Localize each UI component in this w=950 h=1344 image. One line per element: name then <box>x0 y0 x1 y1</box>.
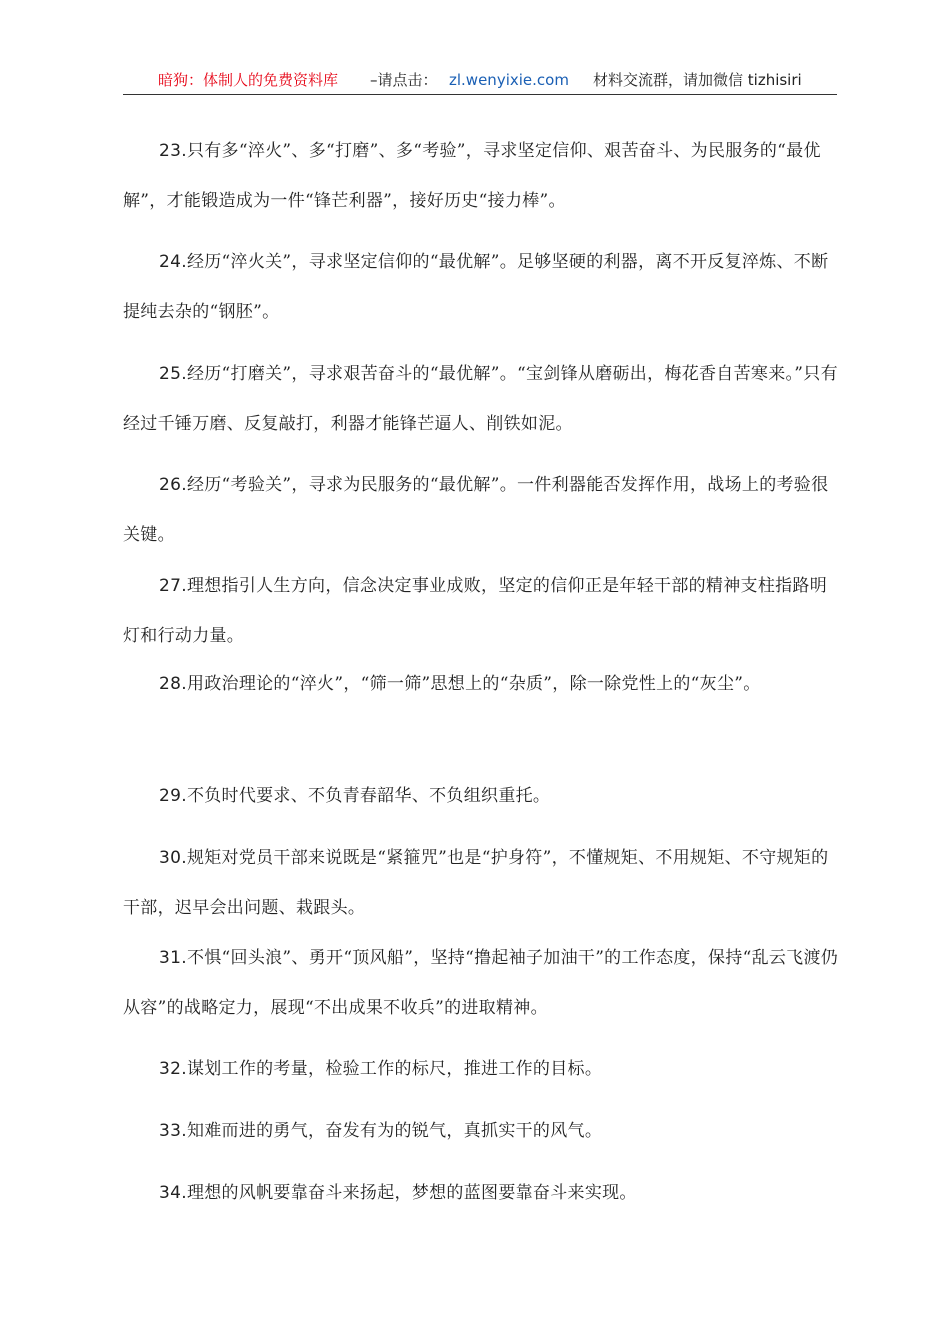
item-text: 不惧“回头浪”、勇开“顶风船”，坚持“撸起袖子加油干”的工作态度，保持“乱云飞渡仍从容”的战略定力，展现“不出成果不收兵”的进取精神。 <box>123 948 839 1018</box>
item-text: 只有多“淬火”、多“打磨”、多“考验”，寻求坚定信仰、艰苦奋斗、为民服务的“最优解”，才能锻造成为一件“锋芒利器”，接好历史“接力棒”。 <box>123 141 821 211</box>
item-number: 25. <box>159 364 187 384</box>
item-number: 34. <box>159 1183 187 1203</box>
item-text: 经历“淬火关”，寻求坚定信仰的“最优解”。足够坚硬的利器，离不开反复淬炼、不断提纯去杂的“钢胚”。 <box>123 252 829 322</box>
list-item <box>123 126 839 226</box>
item-number: 29. <box>159 786 187 806</box>
list-item <box>123 237 839 337</box>
item-text: 不负时代要求、不负青春韶华、不负组织重托。 <box>186 786 551 806</box>
item-number: 33. <box>159 1121 187 1141</box>
list-item <box>123 561 839 661</box>
list-item <box>123 771 839 821</box>
item-text: 理想的风帆要靠奋斗来扬起，梦想的蓝图要靠奋斗来实现。 <box>186 1183 637 1203</box>
item-text: 知难而进的勇气，奋发有为的锐气，真抓实干的风气。 <box>186 1121 603 1141</box>
item-text: 经历“考验关”，寻求为民服务的“最优解”。一件利器能否发挥作用，战场上的考验很关键。 <box>123 475 829 545</box>
item-number: 23. <box>159 141 187 161</box>
list-item <box>123 933 839 1033</box>
page-header <box>123 66 837 95</box>
header-site-link[interactable]: zl.wenyixie.com <box>449 71 569 89</box>
header-wechat-note: 材料交流群，请加微信 tizhisiri <box>593 71 802 89</box>
item-number: 28. <box>159 674 187 694</box>
list-item <box>123 1168 839 1218</box>
list-item <box>123 659 839 709</box>
item-text: 理想指引人生方向，信念决定事业成败，坚定的信仰正是年轻干部的精神支柱指路明灯和行动力量。 <box>123 576 828 646</box>
list-item <box>123 1044 839 1094</box>
item-number: 32. <box>159 1059 187 1079</box>
list-item <box>123 349 839 449</box>
item-text: 经历“打磨关”，寻求艰苦奋斗的“最优解”。“宝剑锋从磨砺出，梅花香自苦寒来。”只有经过千锤万磨、反复敲打，利器才能锋芒逼人、削铁如泥。 <box>123 364 838 434</box>
item-number: 30. <box>159 848 187 868</box>
item-number: 27. <box>159 576 187 596</box>
item-text: 谋划工作的考量，检验工作的标尺，推进工作的目标。 <box>186 1059 603 1079</box>
list-item <box>123 833 839 933</box>
item-number: 24. <box>159 252 187 272</box>
item-number: 26. <box>159 475 187 495</box>
item-number: 31. <box>159 948 187 968</box>
list-item <box>123 460 839 560</box>
list-item <box>123 1106 839 1156</box>
header-prompt: –请点击： <box>370 71 438 89</box>
item-text: 用政治理论的“淬火”，“筛一筛”思想上的“杂质”，除一除党性上的“灰尘”。 <box>186 674 761 694</box>
header-brand: 暗狗：体制人的免费资料库 <box>158 71 339 89</box>
item-text: 规矩对党员干部来说既是“紧箍咒”也是“护身符”，不懂规矩、不用规矩、不守规矩的干部，迟早会出问题、栽跟头。 <box>123 848 829 918</box>
